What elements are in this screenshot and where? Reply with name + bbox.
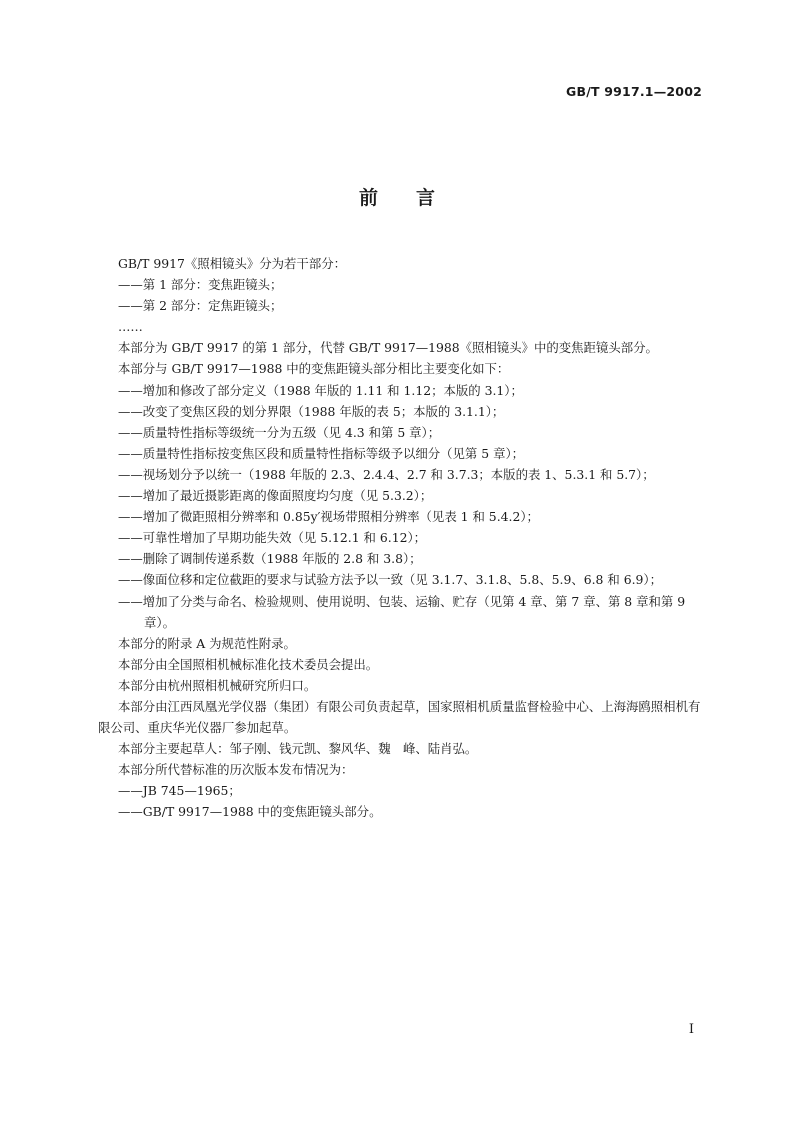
list-item: ——视场划分予以统一（1988 年版的 2.3、2.4.4、2.7 和 3.7.3；本版的表 1、5.3.1 和 5.7）； xyxy=(118,466,655,482)
list-item: ——可靠性增加了早期功能失效（见 5.12.1 和 6.12）； xyxy=(118,530,427,546)
list-item: ——第 1 部分：变焦距镜头； xyxy=(118,277,283,293)
list-item: ——GB/T 9917—1988 中的变焦距镜头部分。 xyxy=(118,804,382,820)
list-item: ——像面位移和定位截距的要求与试验方法予以一致（见 3.1.7、3.1.8、5.8、5.9、6.8 和 6.9）； xyxy=(118,572,662,588)
list-item: ——改变了变焦区段的划分界限（1988 年版的表 5；本版的 3.1.1）； xyxy=(118,403,505,419)
paragraph: 本部分主要起草人：邹子刚、钱元凯、黎风华、魏 峰、陆肖弘。 xyxy=(118,741,478,757)
list-item: ——增加和修改了部分定义（1988 年版的 1.11 和 1.12；本版的 3.1）； xyxy=(118,382,523,398)
paragraph: 本部分与 GB/T 9917—1988 中的变焦距镜头部分相比主要变化如下： xyxy=(118,361,510,377)
list-item: ——JB 745—1965； xyxy=(118,783,241,799)
standard-number: GB/T 9917.1—2002 xyxy=(566,84,702,99)
paragraph: 本部分为 GB/T 9917 的第 1 部分，代替 GB/T 9917—1988《照相镜头》中的变焦距镜头部分。 xyxy=(118,340,658,356)
page-title: 前言 xyxy=(358,187,473,209)
list-item: ——增加了最近摄影距离的像面照度均匀度（见 5.3.2）； xyxy=(118,488,433,504)
list-item: ——第 2 部分：定焦距镜头； xyxy=(118,298,283,314)
foreword-body xyxy=(98,253,704,823)
list-item: ——增加了微距照相分辨率和 0.85y′视场带照相分辨率（见表 1 和 5.4.2）； xyxy=(118,509,539,525)
paragraph: GB/T 9917《照相镜头》分为若干部分： xyxy=(118,256,346,271)
paragraph: 本部分由全国照相机械标准化技术委员会提出。 xyxy=(118,656,379,672)
paragraph: 本部分由杭州照相机械研究所归口。 xyxy=(118,677,317,693)
list-item: ——质量特性指标按变焦区段和质量特性指标等级予以细分（见第 5 章）； xyxy=(118,445,525,461)
page-number: I xyxy=(688,1022,694,1037)
list-item: ——增加了分类与命名、检验规则、使用说明、包装、运输、贮存（见第 4 章、第 7 章、第 8 章和第 9 章）。 xyxy=(118,593,686,630)
paragraph: 本部分由江西凤凰光学仪器（集团）有限公司负责起草，国家照相机质量监督检验中心、上海海鸥照相机有限公司、重庆华光仪器厂参加起草。 xyxy=(98,698,701,736)
ellipsis: …… xyxy=(118,319,143,335)
paragraph: 本部分所代替标准的历次版本发布情况为： xyxy=(118,762,354,778)
list-item: ——质量特性指标等级统一分为五级（见 4.3 和第 5 章）； xyxy=(118,424,441,440)
list-item: ——删除了调制传递系数（1988 年版的 2.8 和 3.8）； xyxy=(118,551,422,567)
paragraph: 本部分的附录 A 为规范性附录。 xyxy=(118,635,296,651)
